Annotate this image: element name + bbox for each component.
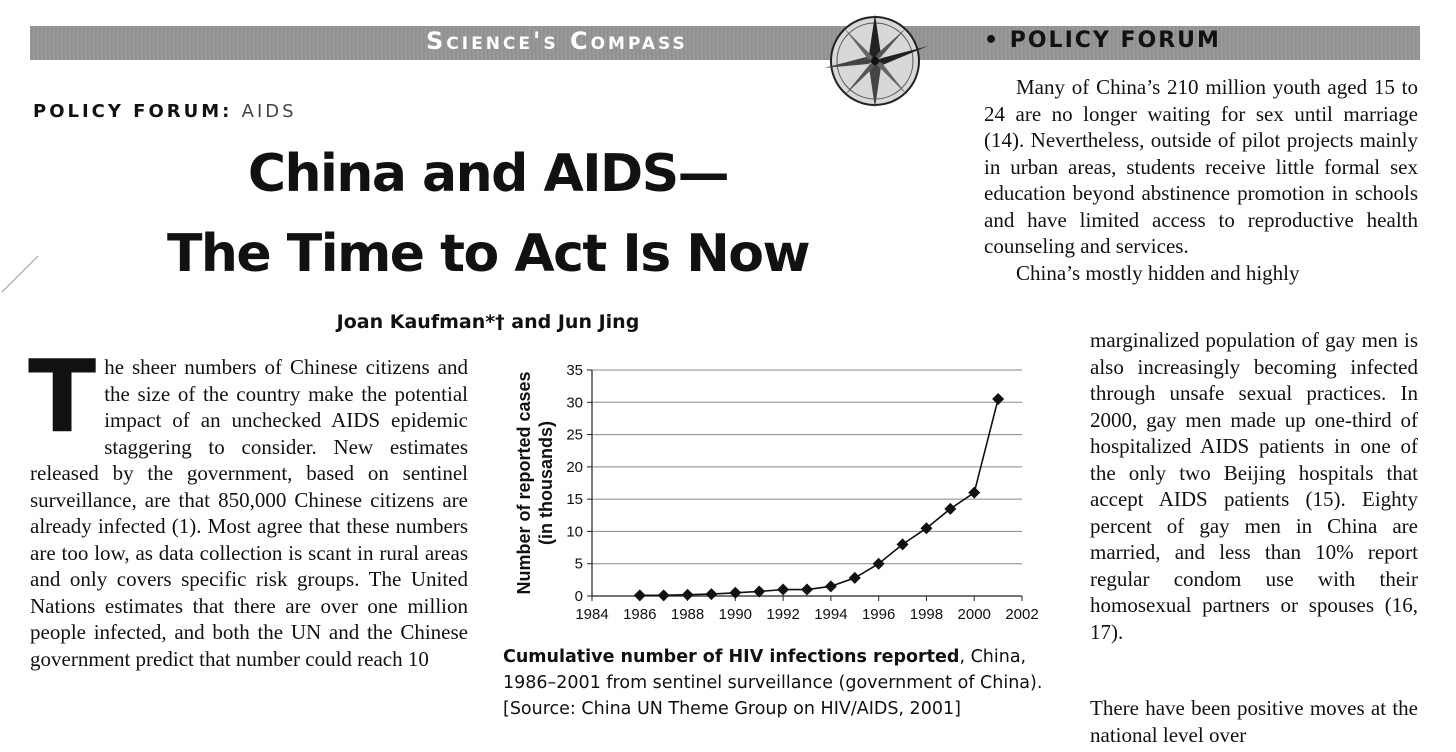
chart-y-tick-label: 0 [574, 588, 583, 605]
chart-data-point [825, 580, 837, 592]
chart-data-point [849, 572, 861, 584]
chart-x-tick-label: 1986 [623, 606, 657, 623]
article-title-line2: The Time to Act Is Now [166, 224, 810, 284]
chart-data-point [801, 584, 813, 596]
body-column-3-tail [1090, 695, 1418, 748]
body-paragraph: Many of China’s 210 million youth aged 15 to 24 are no longer waiting for sex until marriage (14). Nevertheless, outside of pilot projects mainly in urban areas, students receive little formal sex education beyond abstinence promotion in schools and have limited access to reproductive health counseling and services. [984, 75, 1418, 258]
chart-series-line [640, 399, 998, 595]
article-authors: Joan Kaufman*† and Jun Jing [336, 311, 640, 333]
chart-data-point [777, 584, 789, 596]
drop-cap: T [28, 338, 97, 455]
chart-y-tick-label: 30 [566, 394, 583, 412]
chart-x-tick-label: 2000 [957, 606, 991, 623]
chart-data-point [705, 588, 717, 600]
body-column-3-wrap [1090, 327, 1418, 645]
chart-y-axis-label-units: (in thousands) [536, 421, 556, 545]
chart-x-tick-label: 1988 [670, 606, 705, 623]
chart-x-tick-label: 1984 [575, 606, 609, 623]
chart-y-tick-label: 10 [566, 523, 583, 541]
banner-policy-forum: • POLICY FORUM [984, 28, 1221, 53]
figure-caption [503, 644, 1063, 722]
article-title-line1: China and AIDS— [247, 144, 729, 204]
chart-x-tick-label: 1996 [861, 606, 896, 623]
crop-mark [0, 254, 40, 294]
chart-data-point [968, 487, 980, 499]
chart-x-tick-label: 1994 [814, 606, 848, 623]
body-paragraph: he sheer numbers of Chinese citizens and the size of the country make the potential impact of an unchecked AIDS epidemic staggering to consider. New estimates released by the government, based on sentinel surveillance, are that 850,000 Chinese citizens are already infected (1). Most agree that these numbers are too low, as data collection is scant in rural areas and only covers specific risk groups. The United Nations estimates that there are over one million people infected, and both the UN and the Chinese government predict that number could reach 10 [30, 355, 468, 671]
chart-x-tick-label: 2002 [1005, 606, 1039, 623]
compass-rose-icon [816, 6, 934, 116]
section-kicker [33, 101, 297, 122]
chart-data-point [634, 589, 646, 601]
chart-y-tick-label: 35 [566, 362, 583, 379]
body-column-3 [984, 74, 1418, 286]
chart-y-tick-label: 5 [574, 555, 583, 573]
chart-y-tick-label: 25 [566, 426, 583, 444]
chart-x-tick-label: 1998 [909, 606, 944, 623]
section-banner [30, 26, 1420, 60]
kicker-main: POLICY FORUM: [33, 101, 233, 122]
chart-data-point [992, 393, 1004, 405]
chart-x-tick-label: 1992 [766, 606, 800, 623]
body-column-1 [28, 338, 468, 672]
chart-data-point [729, 587, 741, 599]
caption-bold: Cumulative number of HIV infections reported [503, 647, 960, 667]
chart-data-point [682, 589, 694, 601]
chart-y-axis-label: Number of reported cases [514, 371, 534, 595]
banner-section-title: Science's Compass [426, 27, 688, 55]
body-paragraph: marginalized population of gay men is also increasingly becoming infected through unsafe sexual practices. In 2000, gay men made up one-third of hospitalized AIDS patients in one of the only two Beijing hospitals that accept AIDS patients (15). Eighty percent of gay men in China are married, and less than 10% report regular condom use with their homosexual partners or spouses (16, 17). [1090, 328, 1418, 644]
caption-rest: , China, 1986–2001 from sentinel surveillance (government of China). [Source: China UN Theme Group on HIV/AIDS, 2001] [503, 647, 1043, 719]
hiv-cases-chart [500, 356, 1060, 636]
body-paragraph-lead: China’s mostly hidden and highly [1016, 260, 1300, 285]
kicker-sub: AIDS [241, 101, 297, 122]
chart-y-tick-label: 20 [566, 458, 583, 476]
chart-y-tick-label: 15 [566, 491, 583, 509]
chart-x-tick-label: 1990 [718, 606, 753, 623]
chart-data-point [658, 589, 670, 601]
body-paragraph: There have been positive moves at the national level over [1090, 696, 1418, 747]
